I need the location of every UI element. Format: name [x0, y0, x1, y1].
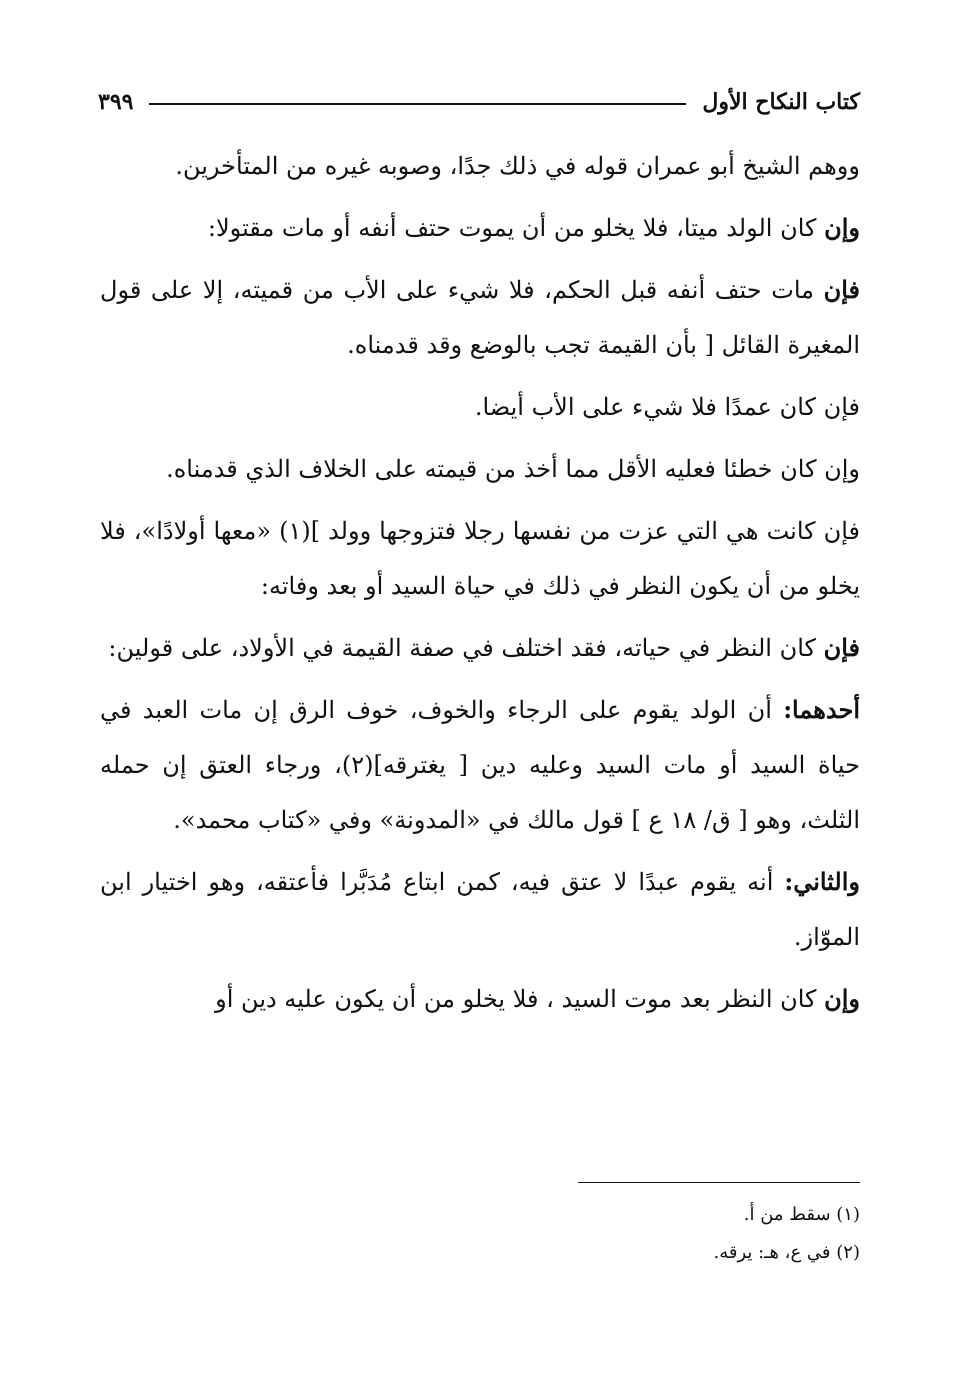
paragraph-lead: فإن [823, 633, 860, 662]
paragraph [100, 503, 860, 614]
paragraph-text: كان النظر في حياته، فقد اختلف في صفة القيمة في الأولاد، على قولين: [108, 634, 824, 662]
paragraph [100, 379, 860, 435]
paragraph [100, 854, 860, 965]
paragraph [100, 620, 860, 676]
footnote: (٢) في ع، هـ: يرقه. [713, 1242, 860, 1263]
paragraph-lead: وإن [824, 213, 860, 242]
header-rule [149, 103, 686, 105]
paragraph [100, 441, 860, 497]
running-title: كتاب النكاح الأول [702, 89, 860, 115]
paragraph-lead: وإن [824, 984, 860, 1013]
paragraph-lead: أحدهما: [783, 695, 860, 724]
main-text [100, 138, 860, 1033]
footnote-separator [578, 1182, 860, 1183]
paragraph [100, 971, 860, 1027]
paragraph [100, 682, 860, 848]
paragraph-text: وإن كان خطئا فعليه الأقل مما أخذ من قيمته على الخلاف الذي قدمناه. [166, 455, 860, 483]
paragraph-text: فإن كانت هي التي عزت من نفسها رجلا فتزوجها وولد ](١) «معها أولادًا»، فلا يخلو من أن يكون النظر في ذلك في حياة السيد أو بعد وفاته: [100, 517, 860, 600]
paragraph-text: كان الولد ميتا، فلا يخلو من أن يموت حتف أنفه أو مات مقتولا: [207, 214, 825, 242]
paragraph-text: فإن كان عمدًا فلا شيء على الأب أيضا. [474, 393, 860, 421]
paragraph [100, 262, 860, 373]
page-number: ٣٩٩ [98, 89, 134, 115]
paragraph [100, 200, 860, 256]
paragraph-text: مات حتف أنفه قبل الحكم، فلا شيء على الأب من قميته، إلا على قول المغيرة القائل [ بأن القيمة تجب بالوضع وقد قدمناه. [100, 276, 860, 359]
paragraph-text: ووهم الشيخ أبو عمران قوله في ذلك جدًا، وصوبه غيره من المتأخرين. [175, 152, 860, 180]
footnotes [480, 1196, 860, 1272]
page-header [98, 82, 860, 122]
paragraph [100, 138, 860, 194]
paragraph-lead: والثاني: [784, 867, 860, 896]
paragraph-lead: فإن [823, 275, 860, 304]
paragraph-text: كان النظر بعد موت السيد ، فلا يخلو من أن يكون عليه دين أو [215, 985, 825, 1013]
paragraph-text: أنه يقوم عبدًا لا عتق فيه، كمن ابتاع مُدَبَّرا فأعتقه، وهو اختيار ابن الموّاز. [100, 868, 860, 951]
paragraph-text: أن الولد يقوم على الرجاء والخوف، خوف الرق إن مات العبد في حياة السيد أو مات السيد وعليه دين [ يغترقه](٢)، ورجاء العتق إن حمله الثلث، وهو [ ق/ ١٨ ع ] قول مالك في «المدونة» وفي «كتاب محمد». [100, 696, 860, 834]
footnote: (١) سقط من أ. [743, 1204, 860, 1225]
